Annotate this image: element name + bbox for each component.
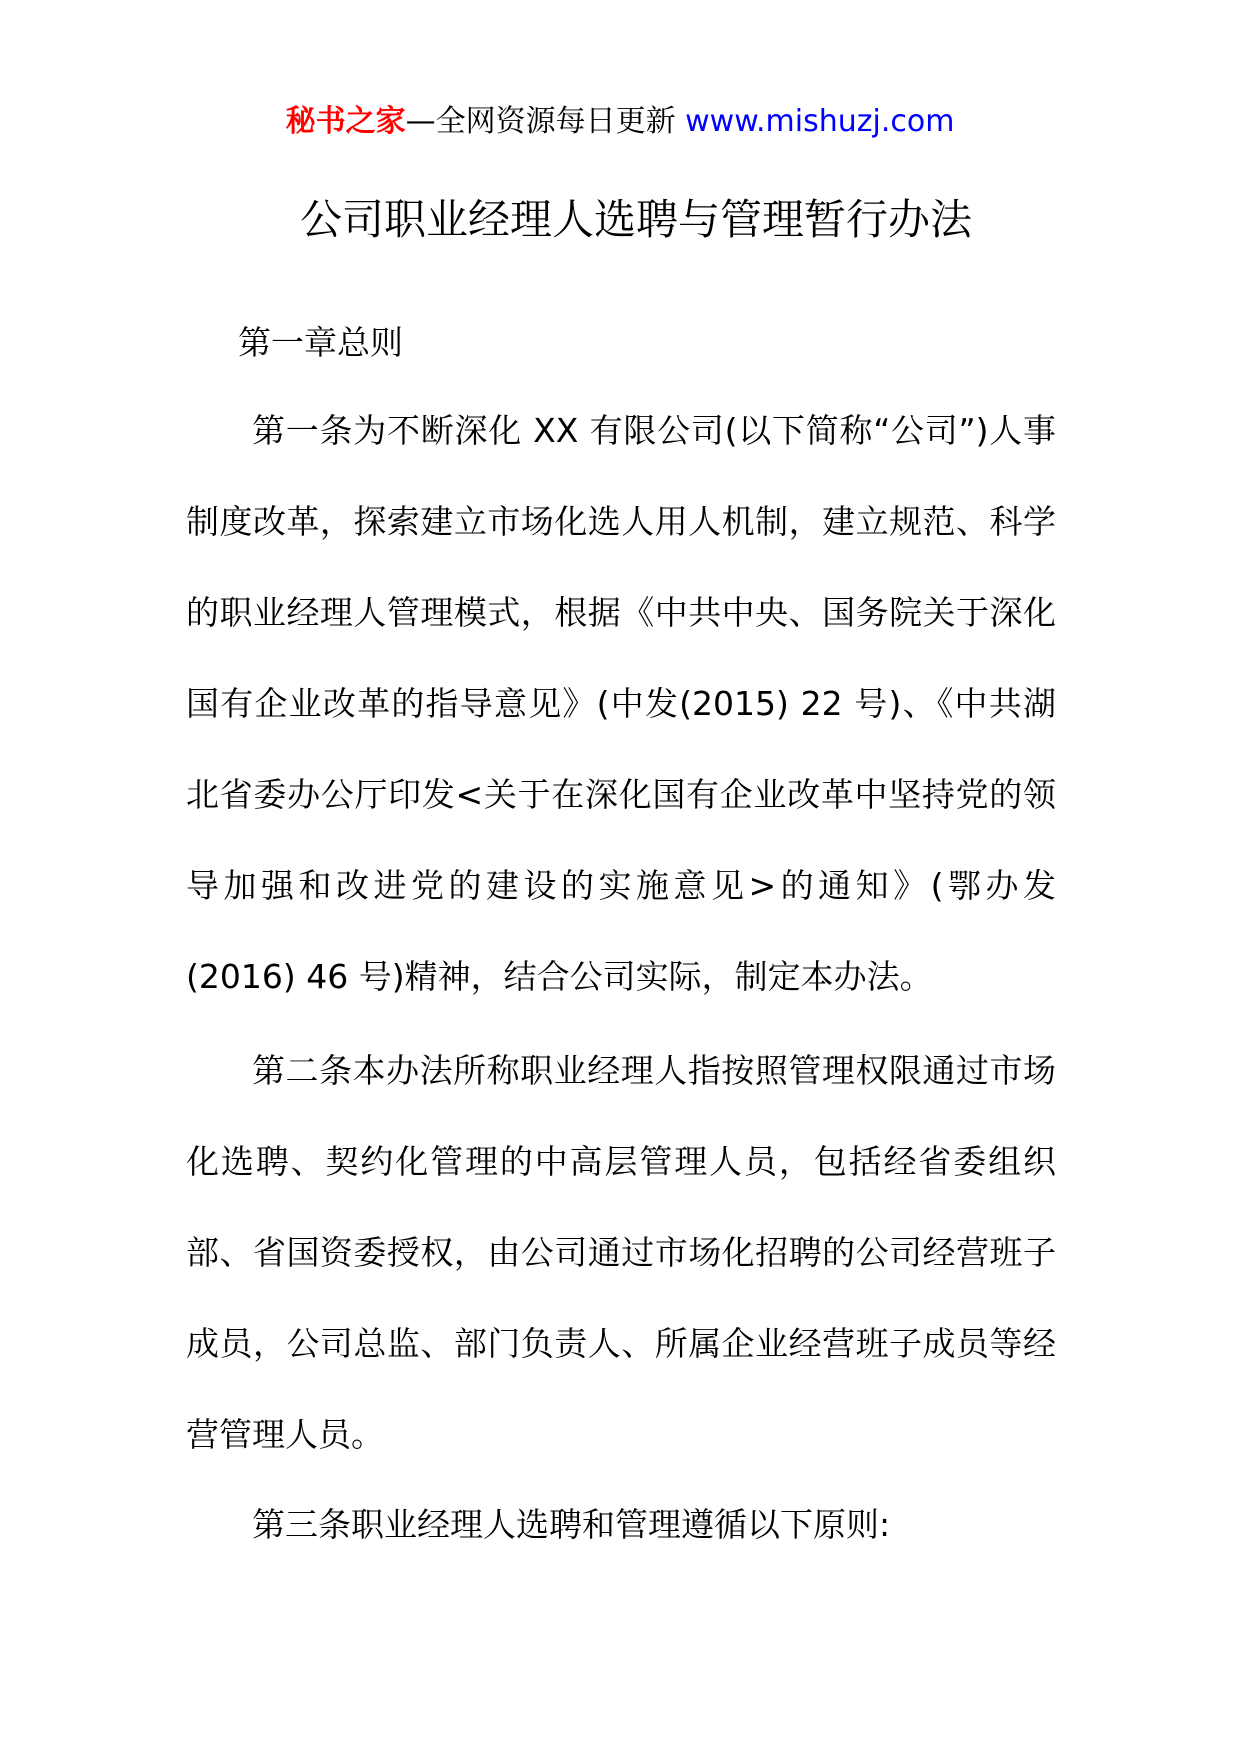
site-brand: 秘书之家 [285, 104, 406, 139]
chapter-heading: 第一章总则 [238, 323, 403, 362]
article-1-paragraph: 第一条为不断深化 XX 有限公司(以下简称“公司”)人事制度改革，探索建立市场化选人用人机制，建立规范、科学的职业经理人管理模式，根据《中共中央、国务院关于深化国有企业改革的指导意见》(中发(2015) 22 号)、《中共湖北省委办公厅印发<关于在深化国有企业改革中坚持党的领导加强和改进党的建设的实施意见>的通知》(鄂办发(2016) 46 号)精神，结合公司实际，制定本办法。 [186, 411, 1056, 996]
site-url-link[interactable]: www.mishuzj.com [685, 104, 955, 139]
document-title: 公司职业经理人选聘与管理暂行办法 [300, 195, 973, 244]
article-2-paragraph: 第二条本办法所称职业经理人指按照管理权限通过市场化选聘、契约化管理的中高层管理人员，包括经省委组织部、省国资委授权，由公司通过市场化招聘的公司经营班子成员，公司总监、部门负责人、所属企业经营班子成员等经营管理人员。 [186, 1051, 1056, 1454]
site-header [0, 100, 1240, 144]
article-3-paragraph: 第三条职业经理人选聘和管理遵循以下原则: [252, 1505, 891, 1544]
site-slogan: —全网资源每日更新 [405, 104, 686, 139]
